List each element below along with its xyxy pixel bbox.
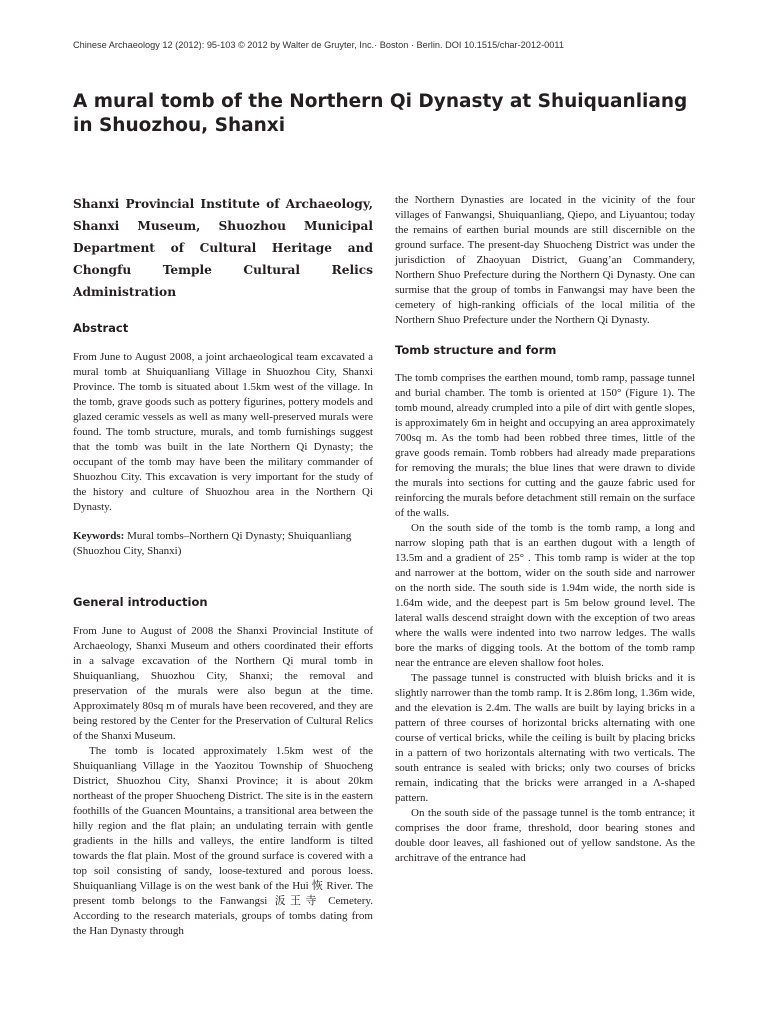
intro-paragraph-1: From June to August of 2008 the Shanxi Provincial Institute of Archaeology, Shanxi Museum and others coordinated their efforts in a salvage excavation of the Northern Qi mural tomb in Shuiquanliang, Shuozhou City, Shanxi; the removal and preservation of the murals were also begun at the time. Approximately 80sq m of murals have been recovered, and they are being restored by the Center for the Preservation of Cultural Relics of the Shanxi Museum.: [73, 625, 373, 742]
tomb-structure-paragraph-3: The passage tunnel is constructed with bluish bricks and it is slightly narrower than the tomb ramp. It is 2.86m long, 1.36m wide, and the elevation is 2.4m. The walls are built by laying bricks in a pattern of three courses of horizontal bricks alternating with one course of vertical bricks, while the ceiling is built by placing bricks in a pattern of two horizontals alternating with two verticals. The south entrance is sealed with bricks; only two courses of bricks remain, indicating that the bricks were arranged in a Λ-shaped pattern.: [395, 672, 695, 804]
keywords-text: Mural tombs–Northern Qi Dynasty; Shuiquanliang (Shuozhou City, Shanxi): [73, 530, 352, 557]
general-introduction-heading: General introduction: [73, 595, 208, 609]
abstract-text: From June to August 2008, a joint archaeological team excavated a mural tomb at Shuiquanliang Village in Shuozhou City, Shanxi Province. The tomb is situated about 1.5km west of the village. In the tomb, grave goods such as pottery figurines, pottery models and glazed ceramic vessels as well as many well-preserved murals were found. The tomb structure, murals, and tomb furnishings suggest that the tomb was built in the late Northern Qi Dynasty; the occupant of the tomb may have been the military commander of Shuozhou City. This excavation is very important for the study of the history and culture of Shuozhou area in the Northern Qi Dynasty.: [73, 351, 373, 513]
tomb-structure-paragraph-2: On the south side of the tomb is the tomb ramp, a long and narrow sloping path that is an earthen dugout with a length of 13.5m and a gradient of 25° . This tomb ramp is wider at the top and narrower at the bottom, wider on the south side and narrower on the north side. The south side is 1.94m wide, the north side is 1.64m wide, and the deepest part is 5m below ground level. The lateral walls descend straight down with the exception of two areas where the walls were indented into two narrow ledges. The walls bore the marks of digging tools. At the bottom of the tomb ramp near the entrance are eleven shallow foot holes.: [395, 522, 695, 669]
author-affiliations: Shanxi Provincial Institute of Archaeology, Shanxi Museum, Shuozhou Municipal Department of Cultural Heritage and Chongfu Temple Cultural Relics Administration: [73, 197, 373, 299]
tomb-structure-heading: Tomb structure and form: [395, 343, 557, 357]
intro-paragraph-2-continued: the Northern Dynasties are located in the vicinity of the four villages of Fanwangsi, Shuiquanliang, Qiepo, and Liyuantou; today the remains of earthen burial mounds are still discernible on the ground surface. The present-day Shuocheng District was under the jurisdiction of Zhaoyuan District, Guang’an Commandery, Northern Shuo Prefecture during the Northern Qi Dynasty. One can surmise that the group of tombs in Fanwangsi may have been the cemetery of high-ranking officials of the local militia of the Northern Shuo Prefecture under the Northern Qi Dynasty.: [395, 194, 695, 326]
keywords-label: Keywords:: [73, 530, 125, 542]
left-column: [73, 193, 373, 939]
tomb-structure-paragraph-1: The tomb comprises the earthen mound, tomb ramp, passage tunnel and burial chamber. The tomb is oriented at 150° (Figure 1). The tomb mound, already crumpled into a pile of dirt with gentle slopes, is approximately 6m in height and occupying an area approximately 700sq m. As the tomb had been robbed three times, little of the grave goods remain. Tomb robbers had already made preparations for removing the murals; the blue lines that were drawn to divide the murals into sections for cutting and the gauze fabric used for reinforcing the murals before detachment still remain on the surface of the walls.: [395, 372, 695, 519]
right-column: [395, 193, 695, 866]
tomb-structure-paragraph-4: On the south side of the passage tunnel is the tomb entrance; it comprises the door frame, threshold, door bearing stones and double door leaves, all fashioned out of yellow sandstone. As the architrave of the entrance had: [395, 807, 695, 864]
intro-paragraph-2: The tomb is located approximately 1.5km west of the Shuiquanliang Village in the Yaozitou Township of Shuocheng District, Shuozhou City, Shanxi Province; it is about 20km northeast of the proper Shuocheng District. The site is in the eastern foothills of the Guancen Mountains, a transitional area between the hilly region and the flat plain; an undulating terrain with gentle gradients in the hills and valleys, the entire landform is tilted towards the flat plain. Most of the ground surface is covered with a top soil consisting of sandy, loose-textured and porous loess. Shuiquanliang Village is on the west bank of the Hui 恢 River. The present tomb belongs to the Fanwangsi 汳王寺 Cemetery. According to the research materials, groups of tombs dating from the Han Dynasty through: [73, 745, 373, 937]
article-title: A mural tomb of the Northern Qi Dynasty at Shuiquanliang in Shuozhou, Shanxi: [73, 91, 688, 136]
journal-citation-header: Chinese Archaeology 12 (2012): 95-103 © 2012 by Walter de Gruyter, Inc.· Boston · Berlin. DOI 10.1515/char-2012-0011: [73, 40, 564, 50]
abstract-heading: Abstract: [73, 321, 129, 335]
keywords: [73, 529, 373, 559]
